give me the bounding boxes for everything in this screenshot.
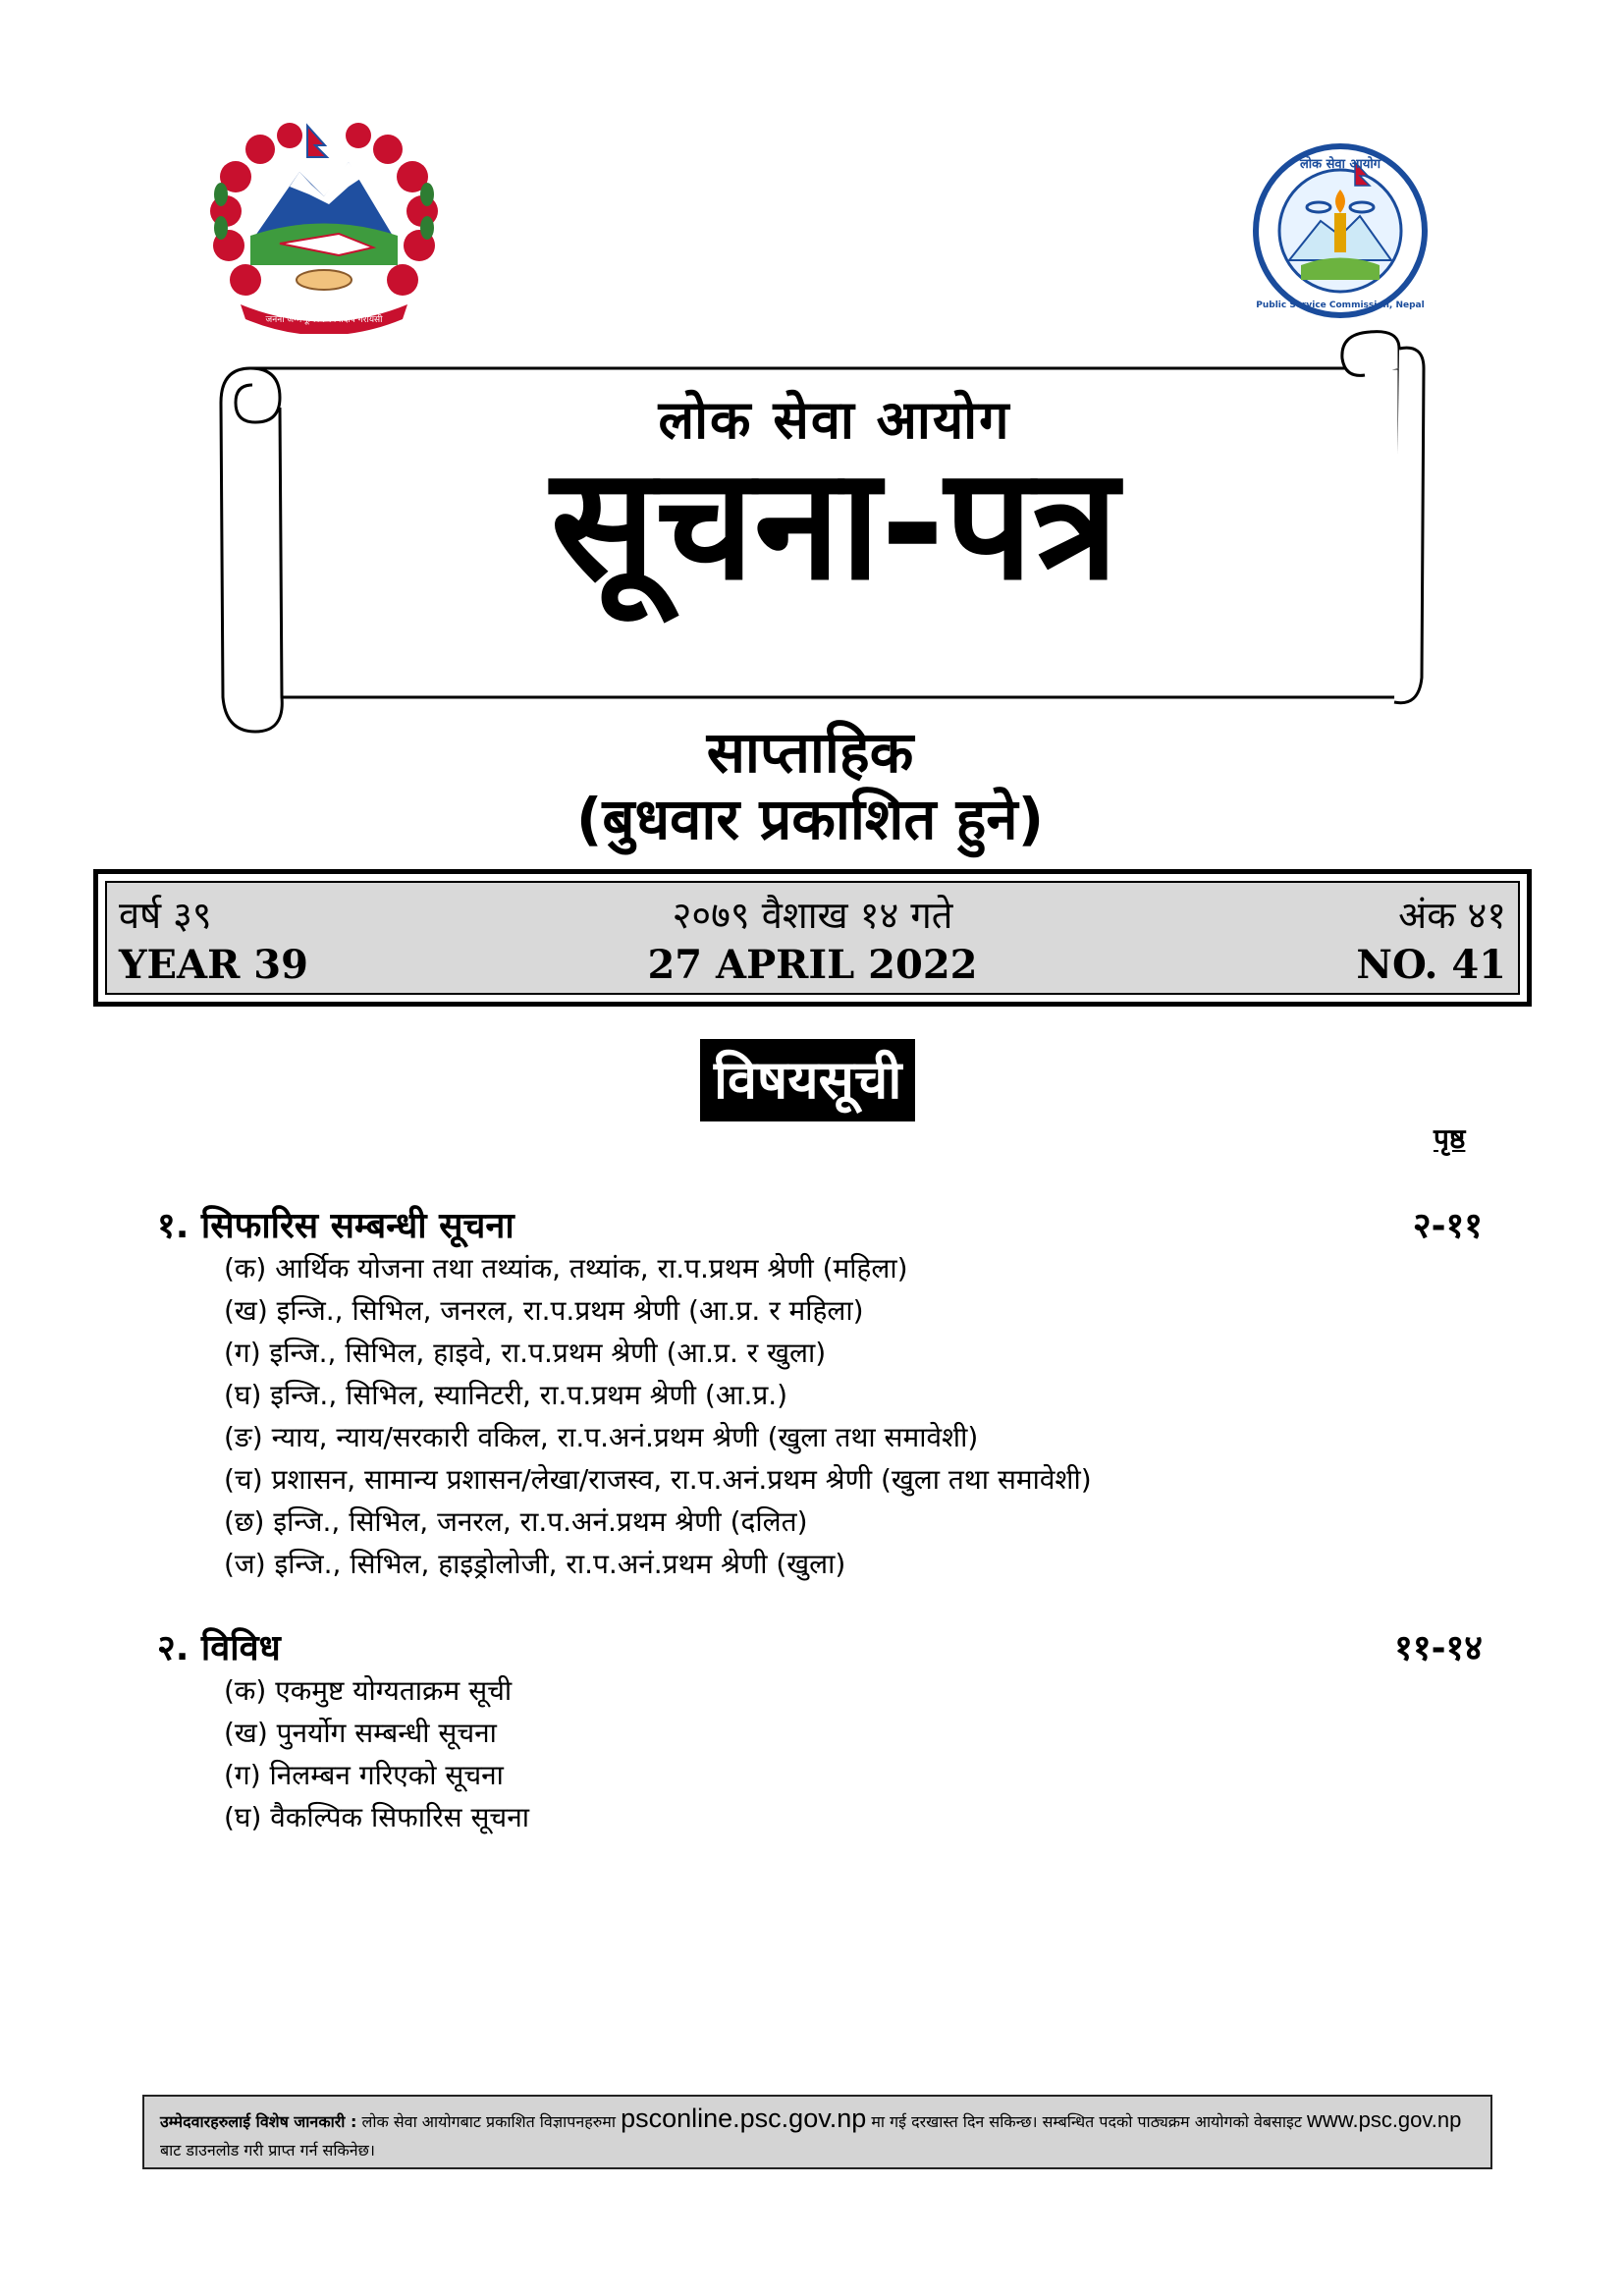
psc-website-link[interactable]: www.psc.gov.np xyxy=(1307,2107,1462,2132)
list-item: (च) प्रशासन, सामान्य प्रशासन/लेखा/राजस्व, रा.प.अनं.प्रथम श्रेणी (खुला तथा समावेशी) xyxy=(224,1463,1092,1496)
date-np: २०७९ वैशाख १४ गते xyxy=(672,894,953,937)
publication-title: सूचना-पत्र xyxy=(550,434,1119,615)
psc-logo xyxy=(1232,142,1448,319)
list-item: (क) एकमुष्ट योग्यताक्रम सूची xyxy=(224,1674,513,1707)
footer-text-2: मा गई दरखास्त दिन सकिन्छ। सम्बन्धित पदको पाठ्यक्रम आयोगको वेबसाइट xyxy=(871,2112,1302,2131)
section-heading: २. विविध xyxy=(157,1628,281,1668)
list-item: (क) आर्थिक योजना तथा तथ्यांक, तथ्यांक, रा.प.प्रथम श्रेणी (महिला) xyxy=(224,1252,908,1285)
section-heading: १. सिफारिस सम्बन्धी सूचना xyxy=(157,1206,514,1246)
list-item: (छ) इन्जि., सिभिल, जनरल, रा.प.अनं.प्रथम श्रेणी (दलित) xyxy=(224,1505,808,1538)
section-pages: २-११ xyxy=(1412,1206,1483,1246)
issue-info-inner xyxy=(105,881,1520,995)
list-item: (ग) निलम्बन गरिएको सूचना xyxy=(224,1759,504,1791)
number-en: NO. 41 xyxy=(1356,942,1506,988)
emblem-motto: जननी जन्मभूमिश्च स्वर्गादपि गरीयसी xyxy=(265,315,383,325)
nepal-government-emblem xyxy=(191,118,457,334)
list-item: (ख) पुनर्योग सम्बन्धी सूचना xyxy=(224,1717,497,1749)
list-item: (घ) इन्जि., सिभिल, स्यानिटरी, रा.प.प्रथम श्रेणी (आ.प्र.) xyxy=(224,1379,788,1411)
footer-label: उम्मेदवारहरुलाई विशेष जानकारी : xyxy=(160,2112,357,2131)
section-pages: ११-१४ xyxy=(1394,1628,1483,1668)
psc-logo-text: लोक सेवा आयोग xyxy=(1299,157,1381,172)
psc-logo-en: Public Service Commission, Nepal xyxy=(1256,301,1425,310)
year-np: वर्ष ३९ xyxy=(119,894,212,937)
footer-notice xyxy=(142,2095,1492,2169)
org-name: लोक सेवा आयोग xyxy=(658,389,1011,451)
number-np: अंक ४१ xyxy=(1398,894,1506,937)
frequency-note: (बुधवार प्रकाशित हुने) xyxy=(575,786,1045,852)
list-item: (ग) इन्जि., सिभिल, हाइवे, रा.प.प्रथम श्रेणी (आ.प्र. र खुला) xyxy=(224,1337,827,1369)
footer-text-3: बाट डाउनलोड गरी प्राप्त गर्न सकिनेछ। xyxy=(160,2141,375,2159)
list-item: (ख) इन्जि., सिभिल, जनरल, रा.प.प्रथम श्रेणी (आ.प्र. र महिला) xyxy=(224,1294,864,1327)
issue-info-band xyxy=(93,869,1532,1007)
psconline-link[interactable]: psconline.psc.gov.np xyxy=(621,2104,867,2133)
list-item: (ङ) न्याय, न्याय/सरकारी वकिल, रा.प.अनं.प्रथम श्रेणी (खुला तथा समावेशी) xyxy=(224,1421,979,1453)
frequency-label: साप्ताहिक xyxy=(706,719,914,786)
page-column-label: पृष्ठ xyxy=(1434,1122,1466,1155)
list-item: (घ) वैकल्पिक सिफारिस सूचना xyxy=(224,1801,529,1833)
list-item: (ज) इन्जि., सिभिल, हाइड्रोलोजी, रा.प.अनं.प्रथम श्रेणी (खुला) xyxy=(224,1548,846,1580)
toc-title: विषयसूची xyxy=(700,1039,915,1121)
year-en: YEAR 39 xyxy=(119,942,308,988)
date-en: 27 APRIL 2022 xyxy=(647,942,978,988)
footer-text-1: लोक सेवा आयोगबाट प्रकाशित विज्ञापनहरुमा xyxy=(361,2112,616,2131)
